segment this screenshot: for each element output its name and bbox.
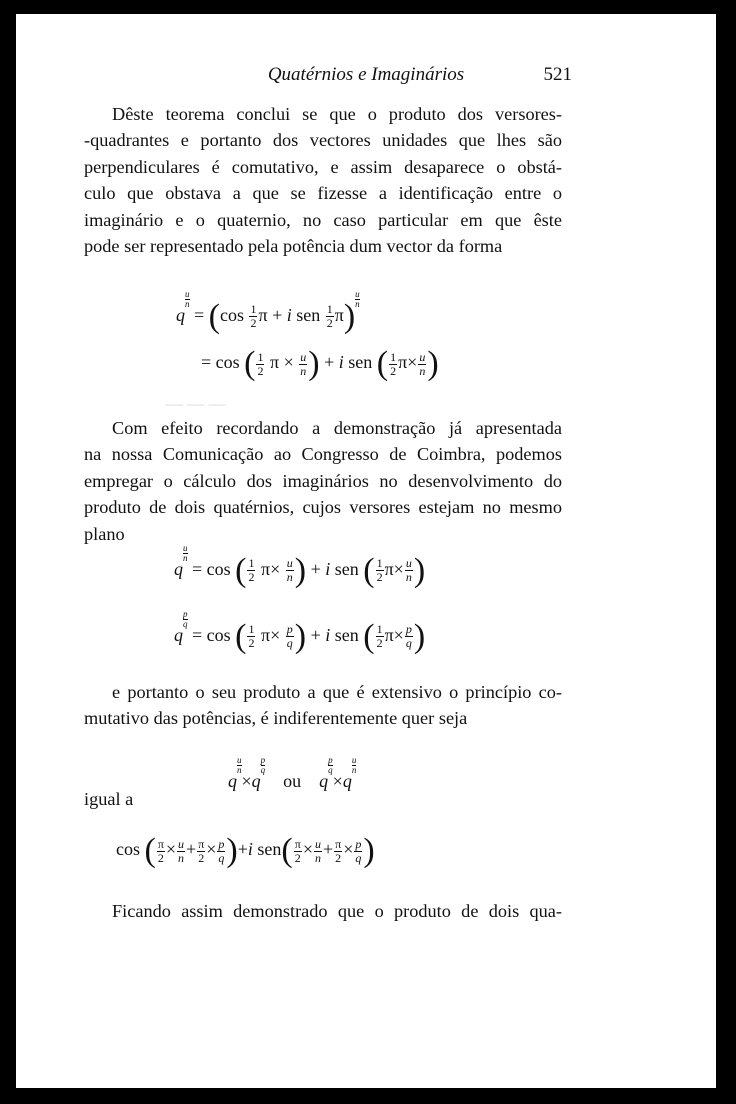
fraction: $\frac{u}{n}$ (405, 556, 412, 585)
text-line: perpendiculares é comutativo, e assim desaparece o obstá- (84, 156, 562, 177)
equation-2-line-1: q $\frac{u}{n}$ = cos ( $\frac{1}{2}$ π× $\frac{u}{n}$ ) + i sen ( $\frac{1}{2}$ π× $\frac{u}{n}$ ) (174, 543, 426, 589)
equation-1-line-1 (176, 290, 360, 334)
equation-3: q $\frac{u}{n}$ ×q $\frac{p}{q}$ ou q $\frac{p}{q}$ ×q $\frac{u}{n}$ (228, 755, 357, 791)
imaginary-i: i (286, 305, 292, 325)
text-line: Ficando assim demonstrado que o produto de dois qua- (112, 901, 562, 921)
fraction: $\frac{1}{2}$ (376, 622, 383, 651)
fraction: $\frac{1}{2}$ (326, 302, 333, 331)
book-page (16, 14, 716, 1088)
fraction: $\frac{1}{2}$ (248, 622, 255, 651)
bleed-through-1: — — — (166, 394, 226, 413)
equals-sign: = (201, 352, 212, 373)
text-line: empregar o cálculo dos imaginários no desenvolvimento do (84, 470, 562, 491)
paren: ) (427, 345, 439, 382)
paren: ( (244, 345, 256, 382)
exponent: $\frac{p}{q}$ (183, 609, 188, 629)
fraction: $\frac{u}{n}$ (300, 349, 307, 378)
paren: ( (376, 345, 389, 382)
text-line: imaginário e o quaternio, no caso particular em que êste (84, 209, 562, 230)
plus: + (272, 305, 283, 325)
fraction: $\frac{1}{2}$ (248, 556, 255, 585)
exponent: $\frac{u}{n}$ (185, 289, 190, 309)
text-line: plano (84, 523, 125, 544)
text-line: mutativo das potências, é indiferentemente quer seja (84, 708, 468, 729)
fraction: $\frac{1}{2}$ (390, 349, 397, 378)
fraction: $\frac{p}{q}$ (405, 622, 412, 651)
fraction: $\frac{1}{2}$ (376, 556, 383, 585)
times: × (283, 352, 294, 373)
pi: π (269, 352, 280, 373)
fraction: $\frac{1}{2}$ (250, 302, 257, 331)
paren: ) (343, 297, 356, 335)
equation-2-line-2: q $\frac{p}{q}$ = cos ( $\frac{1}{2}$ π× $\frac{p}{q}$ ) + i sen ( $\frac{1}{2}$ π× $\frac{p}{q}$ ) (174, 609, 426, 655)
paren: ( (208, 297, 220, 335)
times: × (407, 352, 418, 373)
cos: cos (219, 305, 244, 325)
ou-word: ou (283, 771, 302, 791)
equals-sign: = (194, 305, 205, 325)
paragraph-2 (84, 415, 562, 547)
page-header (16, 64, 716, 94)
text-line: e portanto o seu produto a que é extensivo o princípio co- (112, 682, 562, 702)
equation-4: cos ( $\frac{\pi}{2}$ × $\frac{u}{n}$ + $\frac{\pi}{2}$ × $\frac{p}{q}$ )+i sen( $\frac{\pi}{2}$ × $\frac{u}{n}$ + $\frac{\pi}{2}$ × $\frac{p}{q}$ ) (116, 832, 375, 869)
pi: π (258, 305, 268, 325)
text-line: pode ser representado pela potência dum vector da forma (84, 236, 503, 257)
text-line: na nossa Comunicação ao Congresso de Coimbra, podemos (84, 444, 562, 465)
paragraph-3 (84, 679, 562, 732)
running-title: Quatérnios e Imaginários (267, 64, 465, 85)
paragraph-1 (84, 101, 562, 259)
cos: cos (215, 352, 240, 373)
exponent: $\frac{u}{n}$ (355, 289, 360, 309)
fraction: $\frac{p}{q}$ (286, 622, 293, 651)
page-number: 521 (543, 64, 572, 85)
text-line: -quadrantes e portanto dos vectores unidades que lhes são (84, 130, 562, 151)
paragraph-4 (84, 898, 562, 924)
exponent: $\frac{u}{n}$ (183, 543, 188, 563)
sen: sen (296, 305, 321, 325)
text-line: produto de dois quatérnios, cujos versores estejam no mesmo (84, 497, 562, 518)
paren: ) (308, 345, 320, 382)
text-line: Dêste teorema conclui se que o produto dos versores- (112, 104, 562, 124)
fraction: $\frac{1}{2}$ (257, 349, 264, 378)
equation-1-line-2 (201, 347, 439, 381)
plus: + (324, 352, 335, 373)
igual-a: igual a (84, 789, 134, 809)
fraction: $\frac{u}{n}$ (419, 349, 426, 378)
pi: π (334, 305, 344, 325)
symbol-q: q (176, 305, 185, 325)
text-line: culo que obstava a que se fizesse a identificação entre o (84, 183, 562, 204)
sen: sen (348, 352, 373, 373)
imaginary-i: i (338, 352, 344, 373)
fraction: $\frac{u}{n}$ (286, 556, 293, 585)
text-line: Com efeito recordando a demonstração já apresentada (112, 418, 562, 438)
pi: π (398, 352, 408, 373)
